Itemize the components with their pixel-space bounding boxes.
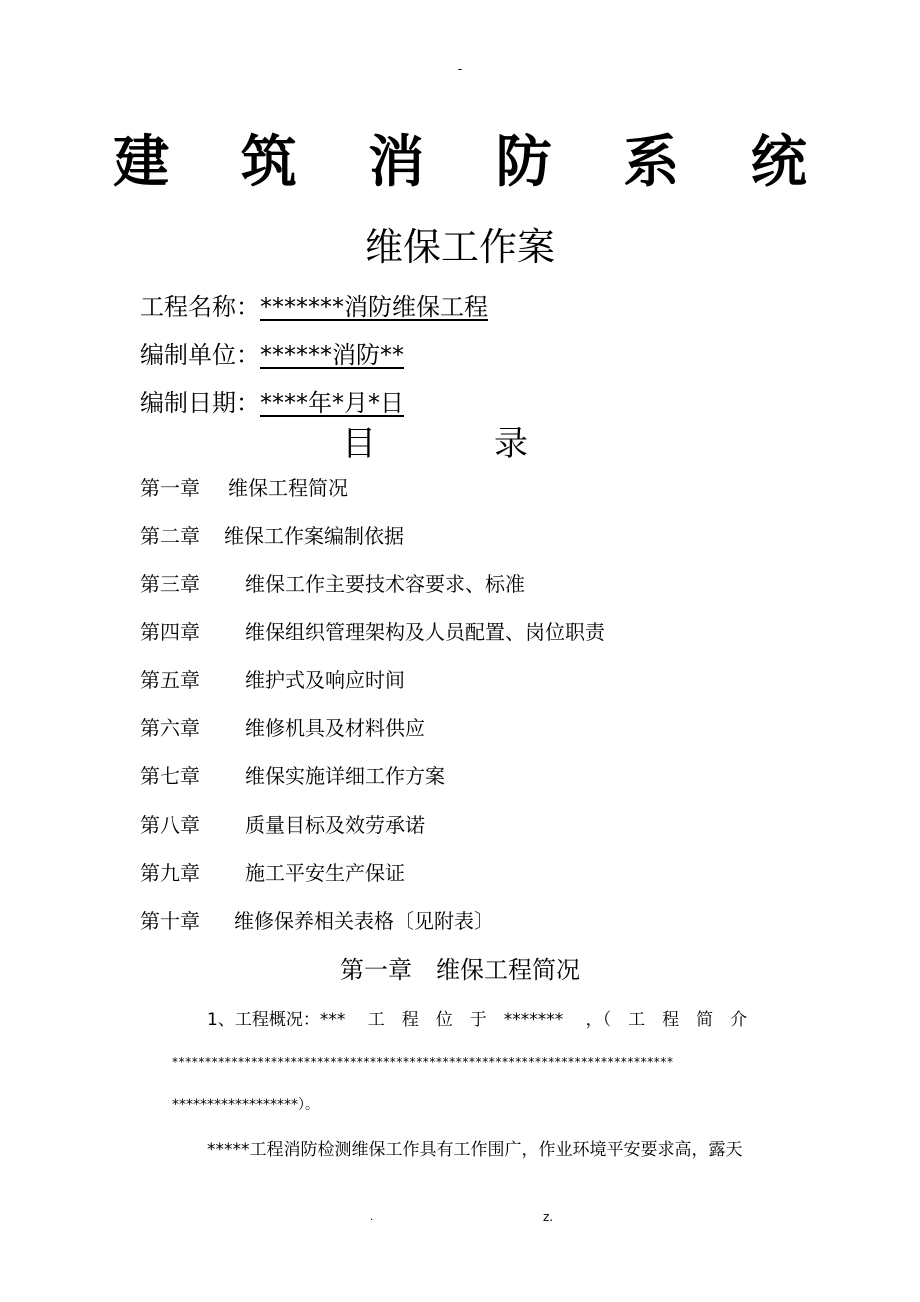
toc-item [140, 618, 605, 646]
toc-item-title: 施工平安生产保证 [245, 861, 405, 885]
info-row-project-name [140, 290, 488, 324]
toc-chapter: 第六章 [140, 716, 200, 740]
header-mark: - [457, 62, 463, 76]
info-value: ******消防** [260, 341, 404, 369]
toc-item-title: 维修保养相关表格〔见附表〕 [234, 909, 494, 933]
toc-chapter: 第二章 [140, 524, 200, 548]
toc-chapter: 第一章 [140, 476, 200, 500]
toc-item-title: 维修机具及材料供应 [245, 716, 425, 740]
info-label: 编制单位： [140, 341, 260, 369]
toc-item [140, 474, 348, 502]
toc-item [140, 570, 525, 598]
paragraph-line: **************************************************************************** [172, 1055, 674, 1069]
toc-item-title: 维保组织管理架构及人员配置、岗位职责 [245, 620, 605, 644]
info-row-date [140, 386, 404, 420]
document-subtitle: 维保工作案 [364, 225, 555, 269]
toc-title-right: 录 [494, 424, 528, 464]
toc-item-title: 维保工作案编制依据 [224, 524, 404, 548]
footer-left-mark: . [370, 1212, 374, 1223]
toc-item-title: 维护式及响应时间 [245, 668, 405, 692]
info-value: ****年*月*日 [260, 389, 404, 417]
paragraph-line: ******************）。 [172, 1097, 319, 1113]
toc-item [140, 907, 494, 935]
toc-title-left: 目 [342, 424, 376, 464]
chapter-heading: 第一章 维保工程简况 [340, 956, 580, 984]
toc-chapter: 第八章 [140, 813, 200, 837]
toc-item [140, 714, 425, 742]
paragraph-line: *****工程消防检测维保工作具有工作围广，作业环境平安要求高，露天 [207, 1140, 743, 1160]
toc-item [140, 666, 405, 694]
toc-chapter: 第五章 [140, 668, 200, 692]
footer-right-mark: z. [543, 1210, 554, 1224]
toc-chapter: 第十章 [140, 909, 200, 933]
info-value: *******消防维保工程 [260, 293, 488, 321]
document-title: 建 筑 消 防 系 统 [113, 130, 833, 195]
info-row-compiler [140, 338, 404, 372]
toc-chapter: 第四章 [140, 620, 200, 644]
info-label: 编制日期： [140, 389, 260, 417]
toc-item [140, 762, 445, 790]
toc-item [140, 859, 405, 887]
toc-item-title: 质量目标及效劳承诺 [245, 813, 425, 837]
info-label: 工程名称： [140, 293, 260, 321]
toc-item [140, 522, 404, 550]
toc-item-title: 维保实施详细工作方案 [245, 764, 445, 788]
toc-chapter: 第七章 [140, 764, 200, 788]
paragraph-line: 1、工程概况：*** 工 程 位 于 ******* ，（ 工 程 简 介 [207, 1010, 748, 1030]
toc-item-title: 维保工程简况 [228, 476, 348, 500]
toc-chapter: 第九章 [140, 861, 200, 885]
toc-item [140, 811, 425, 839]
toc-item-title: 维保工作主要技术容要求、标准 [245, 572, 525, 596]
toc-chapter: 第三章 [140, 572, 200, 596]
